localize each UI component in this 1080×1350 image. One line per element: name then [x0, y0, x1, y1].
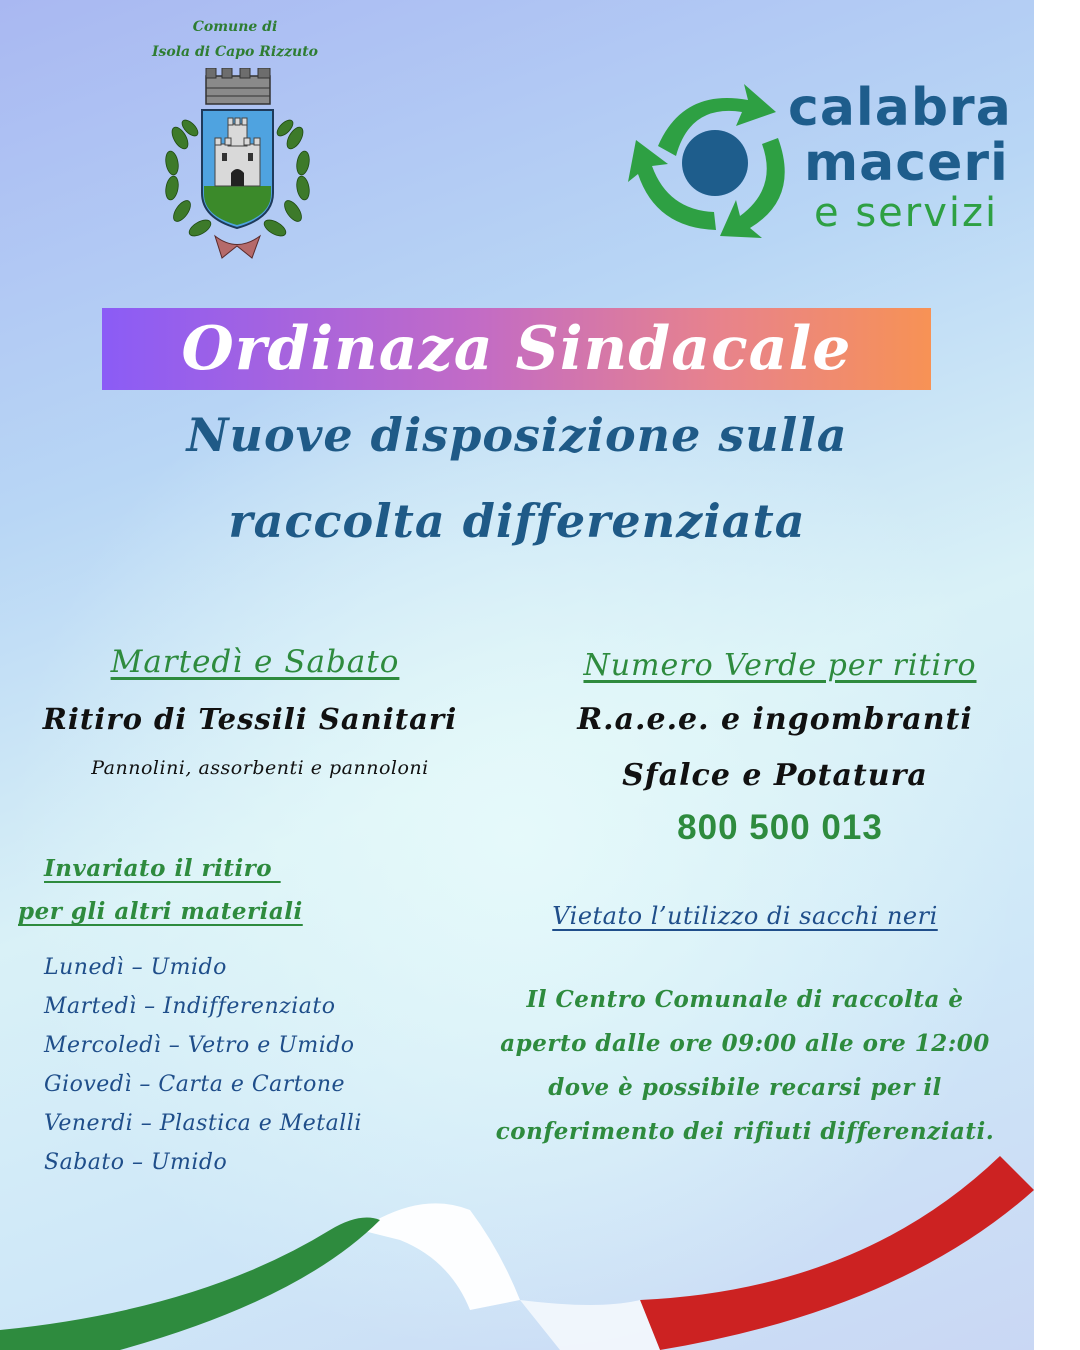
italian-flag-ribbon-icon — [0, 1150, 1034, 1350]
unchanged-line1: Invariato il ritiro — [44, 855, 281, 882]
subtitle-line2: raccolta differenziata — [228, 494, 806, 548]
centro-info — [460, 978, 1030, 1154]
day-monday: Lunedì – Umido — [44, 955, 227, 980]
collection-schedule — [44, 948, 362, 1182]
logo-maceri: maceri — [804, 133, 1009, 193]
day-wednesday: Mercoledì – Vetro e Umido — [44, 1033, 355, 1058]
comune-label: Comune di — [192, 19, 278, 35]
logo-servizi: e servizi — [814, 190, 999, 236]
left-heading: Martedì e Sabato — [110, 644, 400, 680]
day-tuesday: Martedì – Indifferenziato — [44, 994, 336, 1019]
company-logo-text — [788, 80, 1018, 236]
service-title: Ritiro di Tessili Sanitari — [42, 702, 458, 736]
logo-calabra: calabra — [788, 78, 1012, 138]
unchanged-line2: per gli altri materiali — [18, 898, 303, 925]
day-thursday: Giovedì – Carta e Cartone — [44, 1072, 346, 1097]
right-heading: Numero Verde per ritiro — [583, 648, 977, 683]
black-bags-warning: Vietato l’utilizzo di sacchi neri — [552, 902, 938, 930]
banner-title: Ordinaza Sindacale — [181, 314, 852, 384]
coat-of-arms-icon — [160, 68, 315, 260]
day-friday: Venerdi – Plastica e Metalli — [44, 1111, 362, 1136]
centro-line2: aperto dalle ore 09:00 alle ore 12:00 — [500, 1030, 990, 1057]
subtitle-line1: Nuove disposizione sulla — [186, 408, 848, 462]
toll-free-number: 800 500 013 — [677, 808, 883, 847]
day-saturday: Sabato – Umido — [44, 1150, 228, 1175]
centro-line4: conferimento dei rifiuti differenziati. — [495, 1118, 995, 1145]
sfalce-item: Sfalce e Potatura — [622, 758, 928, 793]
centro-line3: dove è possibile recarsi per il — [548, 1074, 942, 1101]
recycle-logo-icon — [628, 78, 798, 240]
centro-line1: Il Centro Comunale di raccolta è — [526, 986, 964, 1013]
raee-item: R.a.e.e. e ingombranti — [577, 702, 973, 737]
comune-name: Isola di Capo Rizzuto — [151, 44, 319, 60]
service-detail: Pannolini, assorbenti e pannoloni — [91, 757, 429, 779]
